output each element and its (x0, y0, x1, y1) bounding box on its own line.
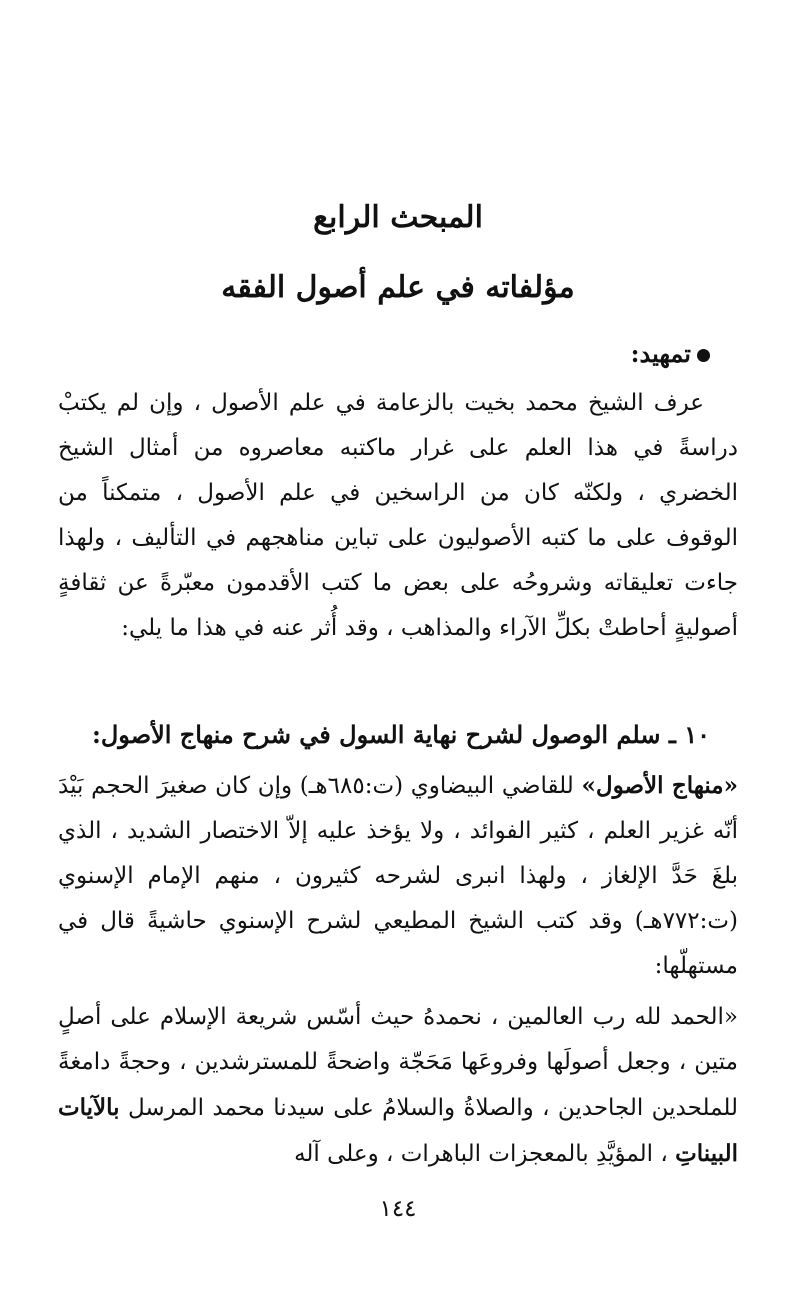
quote-paragraph (58, 995, 738, 1177)
book-title-emphasis: «منهاج الأصول» (581, 772, 738, 799)
intro-heading-text: تمهيد: (630, 339, 691, 368)
quote-text-part1: «الحمد لله رب العالمين ، نحمدهُ حيث أسّس شريعة الإسلام على أصلٍ متين ، وجعل أصولَها وفروعَها مَحَجّة واضحةً للمسترشدين ، وحجةً دامغةً للملحدين الجاحدين ، والصلاةُ والسلامُ على سيدنا محمد المرسل (58, 1004, 738, 1121)
chapter-title: المبحث الرابع (313, 200, 483, 235)
page-number: ١٤٤ (379, 1196, 417, 1222)
intro-heading (631, 336, 710, 372)
section-10-paragraph-text: للقاضي البيضاوي (ت:٦٨٥هـ) وإن كان صغيرَ الحجم بَيْدَ أنّه غزير العلم ، كثير الفوائد ، ولا يؤخذ عليه إلاّ الاختصار الشديد ، الذي بلغَ حَدَّ الإلغاز ، ولهذا انبرى لشرحه كثيرون ، منهم الإمام الإسنوي (ت:٧٧٢هـ) وقد كتب الشيخ المطيعي لشرح الإسنوي حاشيةً قال في مستهلّها: (58, 773, 738, 979)
book-page (58, 0, 738, 1297)
intro-paragraph-text: عرف الشيخ محمد بخيت بالزعامة في علم الأصول ، وإن لم يكتبْ دراسةً في هذا العلم على غرار ماكتبه معاصروه من أمثال الشيخ الخضري ، ولكنّه كان من الراسخين في علم الأصول ، متمكناً من الوقوف على ما كتبه الأصوليون على تباين مناهجهم في التأليف ، ولهذا جاءت تعليقاته وشروحُه على بعض ما كتب الأقدمون معبّرةً عن ثقافةٍ أصوليةٍ أحاطتْ بكلِّ الآراء والمذاهب ، وقد أُثر عنه في هذا ما يلي: (58, 390, 738, 641)
quote-emphasis: بالآيات البيناتِ (58, 1094, 738, 1167)
chapter-subtitle: مؤلفاته في علم أصول الفقه (221, 270, 575, 305)
intro-paragraph (58, 381, 738, 651)
section-10-heading: ١٠ ـ سلم الوصول لشرح نهاية السول في شرح منهاج الأصول: (92, 720, 710, 749)
bullet-icon (697, 349, 710, 362)
section-10-paragraph (58, 763, 738, 989)
quote-text-part2: ، المؤيَّدِ بالمعجزات الباهرات ، وعلى آله (294, 1141, 676, 1167)
